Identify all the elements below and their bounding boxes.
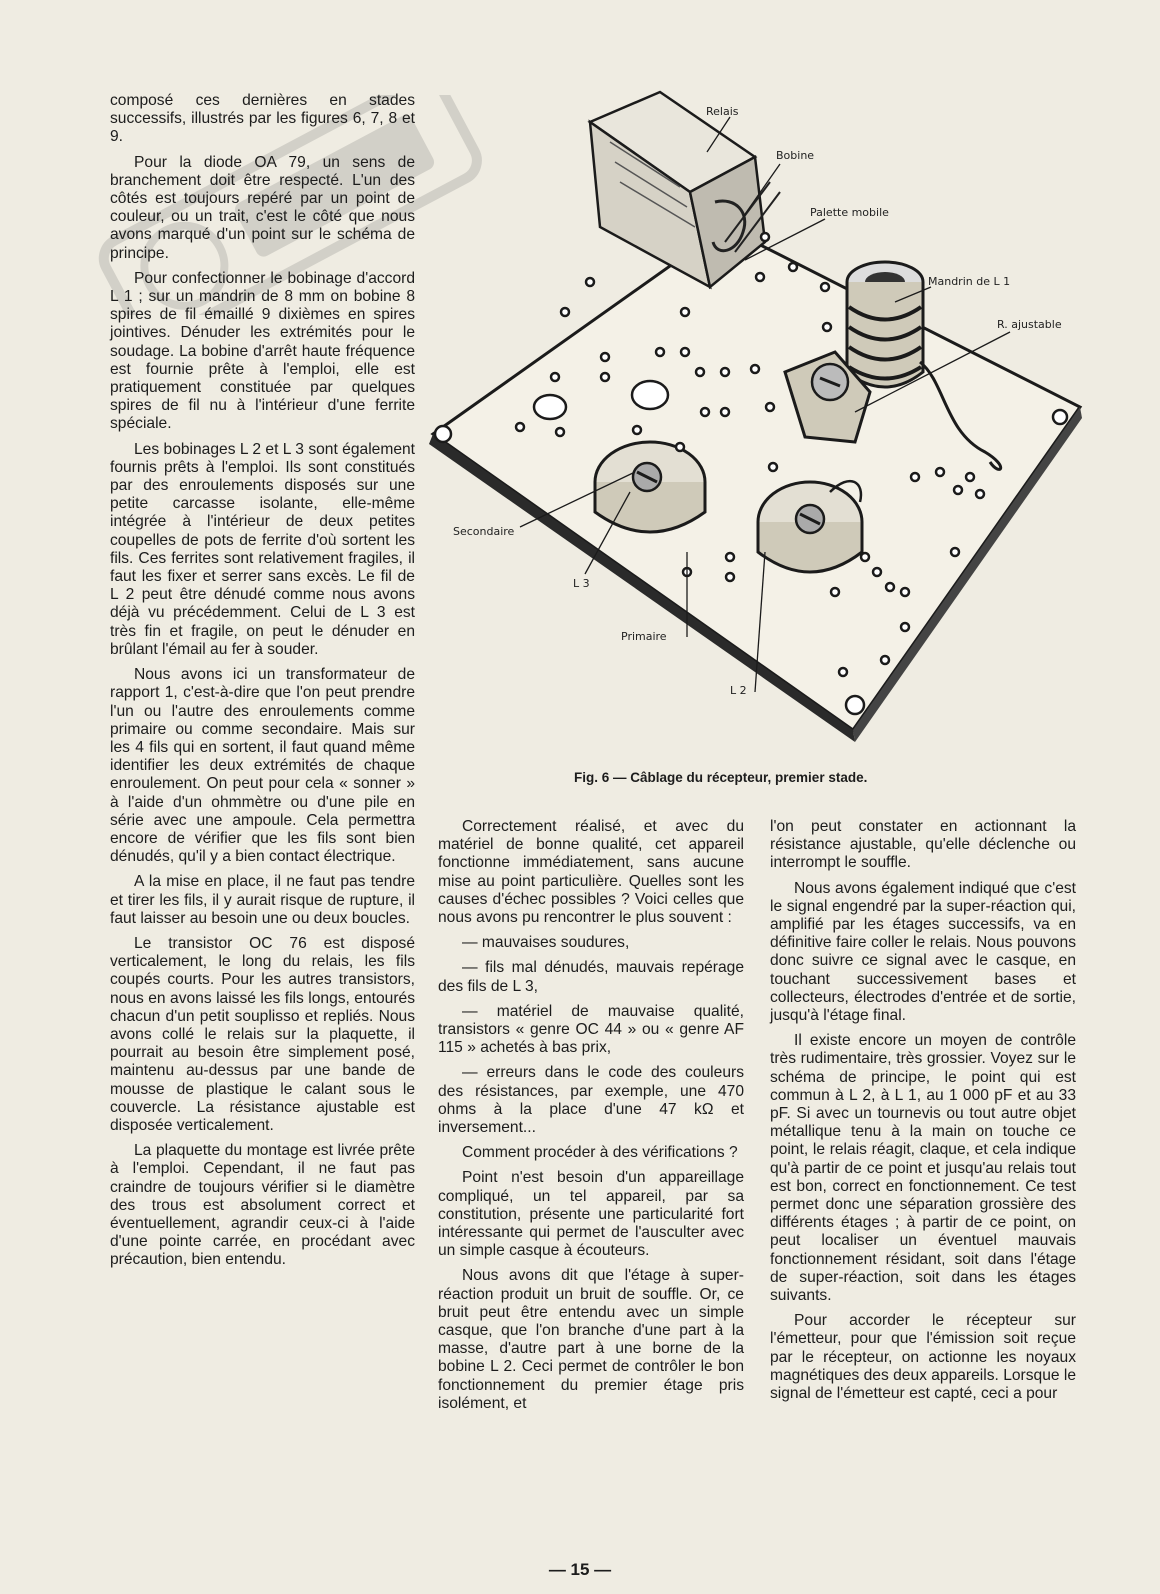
label-r-ajustable: R. ajustable xyxy=(997,318,1062,331)
paragraph: Il existe encore un moyen de contrôle très rudimentaire, très grossier. Voyez sur le schéma de principe, le point qui est commun à L 2, à L 1, au 1 000 pF et au 33 pF. Si avec un tournevis ou tout autre objet métallique tenu à la main on touche ce point, le relais réagit, claque, et cela indique qu'à partir de ce point et jusqu'au relais tout est bon, correct en fonctionnement. Ce test permet donc une séparation grossière des différents étages ; à partir de ce point, on peut localiser un éventuel mauvais fonctionnement résidant, soit dans l'étage de super-réaction, soit dans les étages suivants. xyxy=(770,1032,1076,1305)
paragraph: Les bobinages L 2 et L 3 sont également fournis prêts à l'emploi. Ils sont constitués par des enroulements disposés sur une petite carcasse isolante, elle-même intégrée à l'intérieur de deux petites coupelles de pots de ferrite d'où sortent les fils. Ces ferrites sont relativement fragiles, il faut les fixer et serrer sans excès. Le fil de L 2 peut être dénudé comme nous avons déjà vu précédemment. Celui de L 3 est très fin et fragile, on peut le dénuder en brûlant l'émail au fer à souder. xyxy=(110,440,415,658)
page-number: — 15 — xyxy=(548,1560,612,1579)
label-mandrin-l1: Mandrin de L 1 xyxy=(928,275,1011,288)
list-item: — mauvaises soudures, xyxy=(462,934,630,952)
paragraph: Pour confectionner le bobinage d'accord L 1 ; sur un mandrin de 8 mm on bobine 8 spires de fil émaillé 9 dixièmes en spires jointives. Dénuder les extrémités pour le soudage. La bobine d'arrêt haute fréquence est fournie prête à l'emploi, elle est pratiquement constituée par quelques spires de fil nu à l'intérieur d'une ferrite spéciale. xyxy=(110,269,415,433)
list-item: — fils mal dénudés, mauvais repérage des fils de L 3, xyxy=(438,959,744,995)
paragraph: Le transistor OC 76 est disposé verticalement, le long du relais, les fils coupés courts. Pour les autres transistors, nous en avons laissé les fils longs, entourés chacun d'un petit souplisso et repliés. Nous avons collé le relais sur la plaquette, il pourrait au besoin être simplement posé, maintenu au-dessus par une bande de mousse de plastique le calant sous le couvercle. La résistance ajustable est disposée verticalement. xyxy=(110,934,415,1134)
paragraph: La plaquette du montage est livrée prête à l'emploi. Cependant, il ne faut pas craindre de toujours vérifier si le diamètre des trous est absolument correct et éventuellement, agrandir ceux-ci à l'aide d'une pointe carrée, en procédant avec précaution, bien entendu. xyxy=(110,1142,415,1269)
label-l3: L 3 xyxy=(573,577,590,590)
paragraph: Point n'est besoin d'un appareillage compliqué, un tel appareil, par sa constitution, présente une particularité fort intéressante qui permet de l'ausculter avec un simple casque à écouteurs. xyxy=(438,1169,744,1260)
paragraph: Nous avons également indiqué que c'est le signal engendré par la super-réaction qui, amplifié par les étages successifs, va en définitive faire coller le relais. Nous pouvons donc suivre ce signal avec le casque, en touchant successivement bases et collecteurs, électrodes d'entrée et de sortie, jusqu'à l'étage final. xyxy=(770,879,1076,1025)
paragraph: Pour la diode OA 79, un sens de branchement doit être respecté. L'un des côtés est toujours repéré par un point de couleur, ou un trait, c'est le côté que nous avons marqué d'un point sur le schéma de principe. xyxy=(110,153,415,262)
list-item: — erreurs dans le code des couleurs des résistances, par exemple, une 470 ohms à la place d'une 47 kΩ et inversement... xyxy=(438,1064,744,1137)
paragraph: A la mise en place, il ne faut pas tendre et tirer les fils, il y aurait risque de rupture, il faut laisser au besoin une ou deux boucles. xyxy=(110,873,415,927)
ferrite-pot-l3 xyxy=(595,442,705,532)
label-l2: L 2 xyxy=(730,684,747,697)
middle-text-column xyxy=(438,818,744,1420)
circuit-board-drawing xyxy=(425,82,1105,762)
paragraph: Pour accorder le récepteur sur l'émetteur, pour que l'émission soit reçue par le récepteur, on actionne les noyaux magnétiques des deux appareils. Lorsque le signal de l'émetteur est capté, ceci a pour xyxy=(770,1312,1077,1403)
ferrite-pot-l2 xyxy=(758,481,862,572)
label-relais: Relais xyxy=(706,105,739,118)
paragraph: composé ces dernières en stades successifs, illustrés par les figures 6, 7, 8 et 9. xyxy=(110,92,415,146)
label-bobine: Bobine xyxy=(776,149,815,162)
right-text-column xyxy=(770,818,1076,1410)
label-palette-mobile: Palette mobile xyxy=(810,206,889,219)
label-secondaire: Secondaire xyxy=(453,525,515,538)
paragraph: Correctement réalisé, et avec du matériel de bonne qualité, cet appareil fonctionne immédiatement, sans aucune mise au point particulière. Quelles sont les causes d'échec possibles ? Voici celles que nous avons pu rencontrer le plus souvent : xyxy=(438,818,744,927)
paragraph: l'on peut constater en actionnant la résistance ajustable, qu'elle déclenche ou interrompt le souffle. xyxy=(770,818,1076,872)
circuit-board-figure xyxy=(425,82,1105,762)
paragraph: Nous avons ici un transformateur de rapport 1, c'est-à-dire que l'on peut prendre l'un ou l'autre des enroulements comme primaire ou comme secondaire. Mais sur les 4 fils qui en sortent, il faut quand même identifier les deux extrémités de chaque enroulement. On peut pour cela « sonner » à l'aide d'un ohmmètre ou d'une pile en série avec une ampoule. Cela permettra encore de vérifier que les fils sont bien dénudés, qu'il y a bien contact électrique. xyxy=(110,666,415,866)
board-plate xyxy=(429,227,1082,742)
figure-caption: Fig. 6 — Câblage du récepteur, premier stade. xyxy=(574,770,868,785)
left-text-column xyxy=(110,92,415,1277)
list-item: — matériel de mauvaise qualité, transistors « genre OC 44 » ou « genre AF 115 » achetés à bas prix, xyxy=(438,1002,744,1057)
paragraph: Comment procéder à des vérifications ? xyxy=(462,1144,738,1162)
paragraph: Nous avons dit que l'étage à super-réaction produit un bruit de souffle. Or, ce bruit peut être entendu avec un simple casque, que l'on branche d'une part à la masse, d'autre part à une borne de la bobine L 2. Ceci permet de contrôler le bon fonctionnement du premier étage pris isolément, et xyxy=(438,1267,744,1412)
label-primaire: Primaire xyxy=(621,630,667,643)
